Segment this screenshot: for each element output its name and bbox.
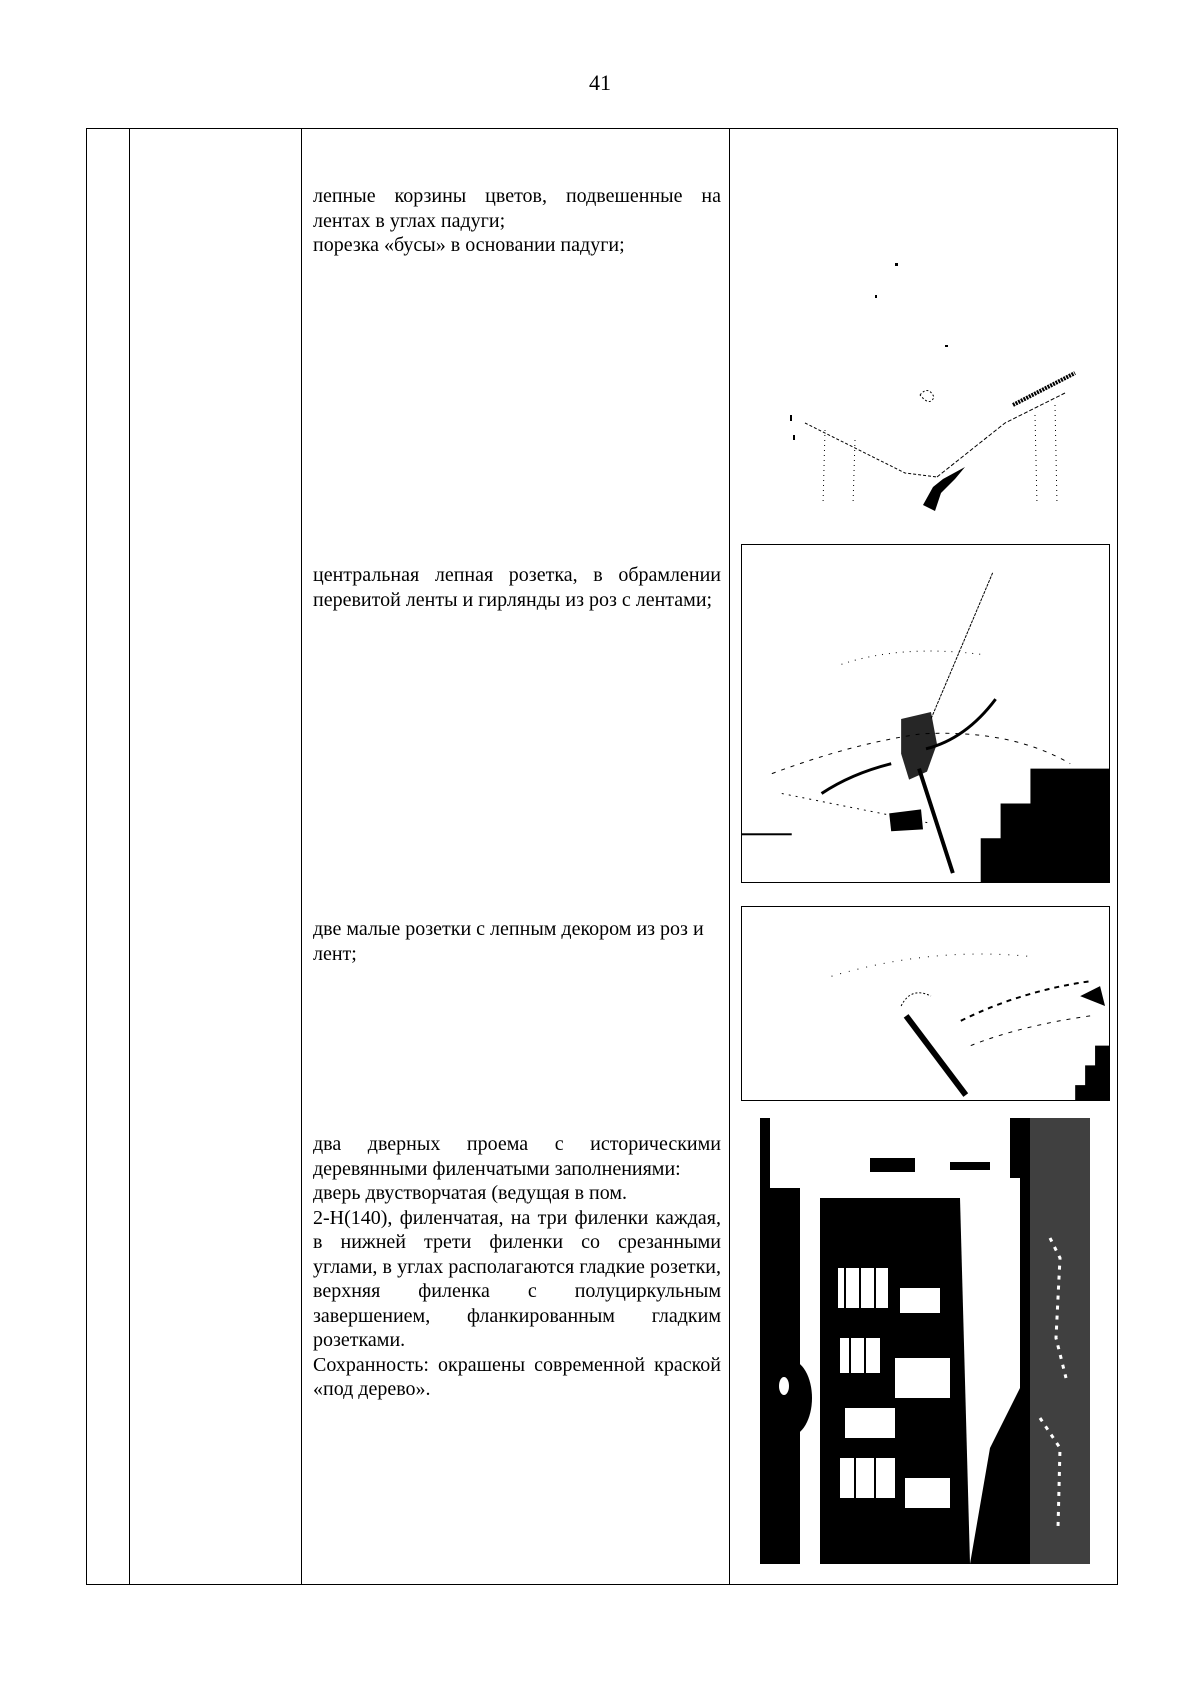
column-divider bbox=[301, 128, 302, 1585]
row-3-description bbox=[313, 917, 713, 966]
description-line: порезка «бусы» в основании падуги; bbox=[313, 234, 625, 256]
description-line: 2-Н(140), филенчатая, на три филенки каждая, в нижней трети филенки со срезанными углами, в углах располагаются гладкие розетки, верхняя филенка с полуциркульным завершением, фланкированным гладким розетками. bbox=[313, 1206, 721, 1351]
description-line: Сохранность: окрашены современной краской «под дерево». bbox=[313, 1353, 721, 1400]
photo-small-rosettes bbox=[741, 906, 1110, 1101]
photo-ceiling-corner bbox=[765, 255, 1083, 517]
row-4-description bbox=[313, 1132, 721, 1402]
column-divider bbox=[129, 128, 130, 1585]
photo-central-rosette bbox=[741, 544, 1110, 883]
page-number: 41 bbox=[589, 70, 611, 95]
description-line: центральная лепная розетка, в обрамлении перевитой ленты и гирлянды из роз с лентами; bbox=[313, 564, 721, 611]
column-divider bbox=[729, 128, 730, 1585]
description-line: две малые розетки с лепным декором из роз и лент; bbox=[313, 918, 704, 965]
row-2-description bbox=[313, 563, 721, 612]
photo-doorway bbox=[760, 1118, 1090, 1564]
description-line: лепные корзины цветов, подвешенные на лентах в углах падуги; bbox=[313, 185, 721, 232]
description-line: дверь двустворчатая (ведущая в пом. bbox=[313, 1182, 628, 1204]
row-1-description bbox=[313, 184, 721, 258]
description-line: два дверных проема с историческими деревянными филенчатыми заполнениями: bbox=[313, 1133, 721, 1180]
